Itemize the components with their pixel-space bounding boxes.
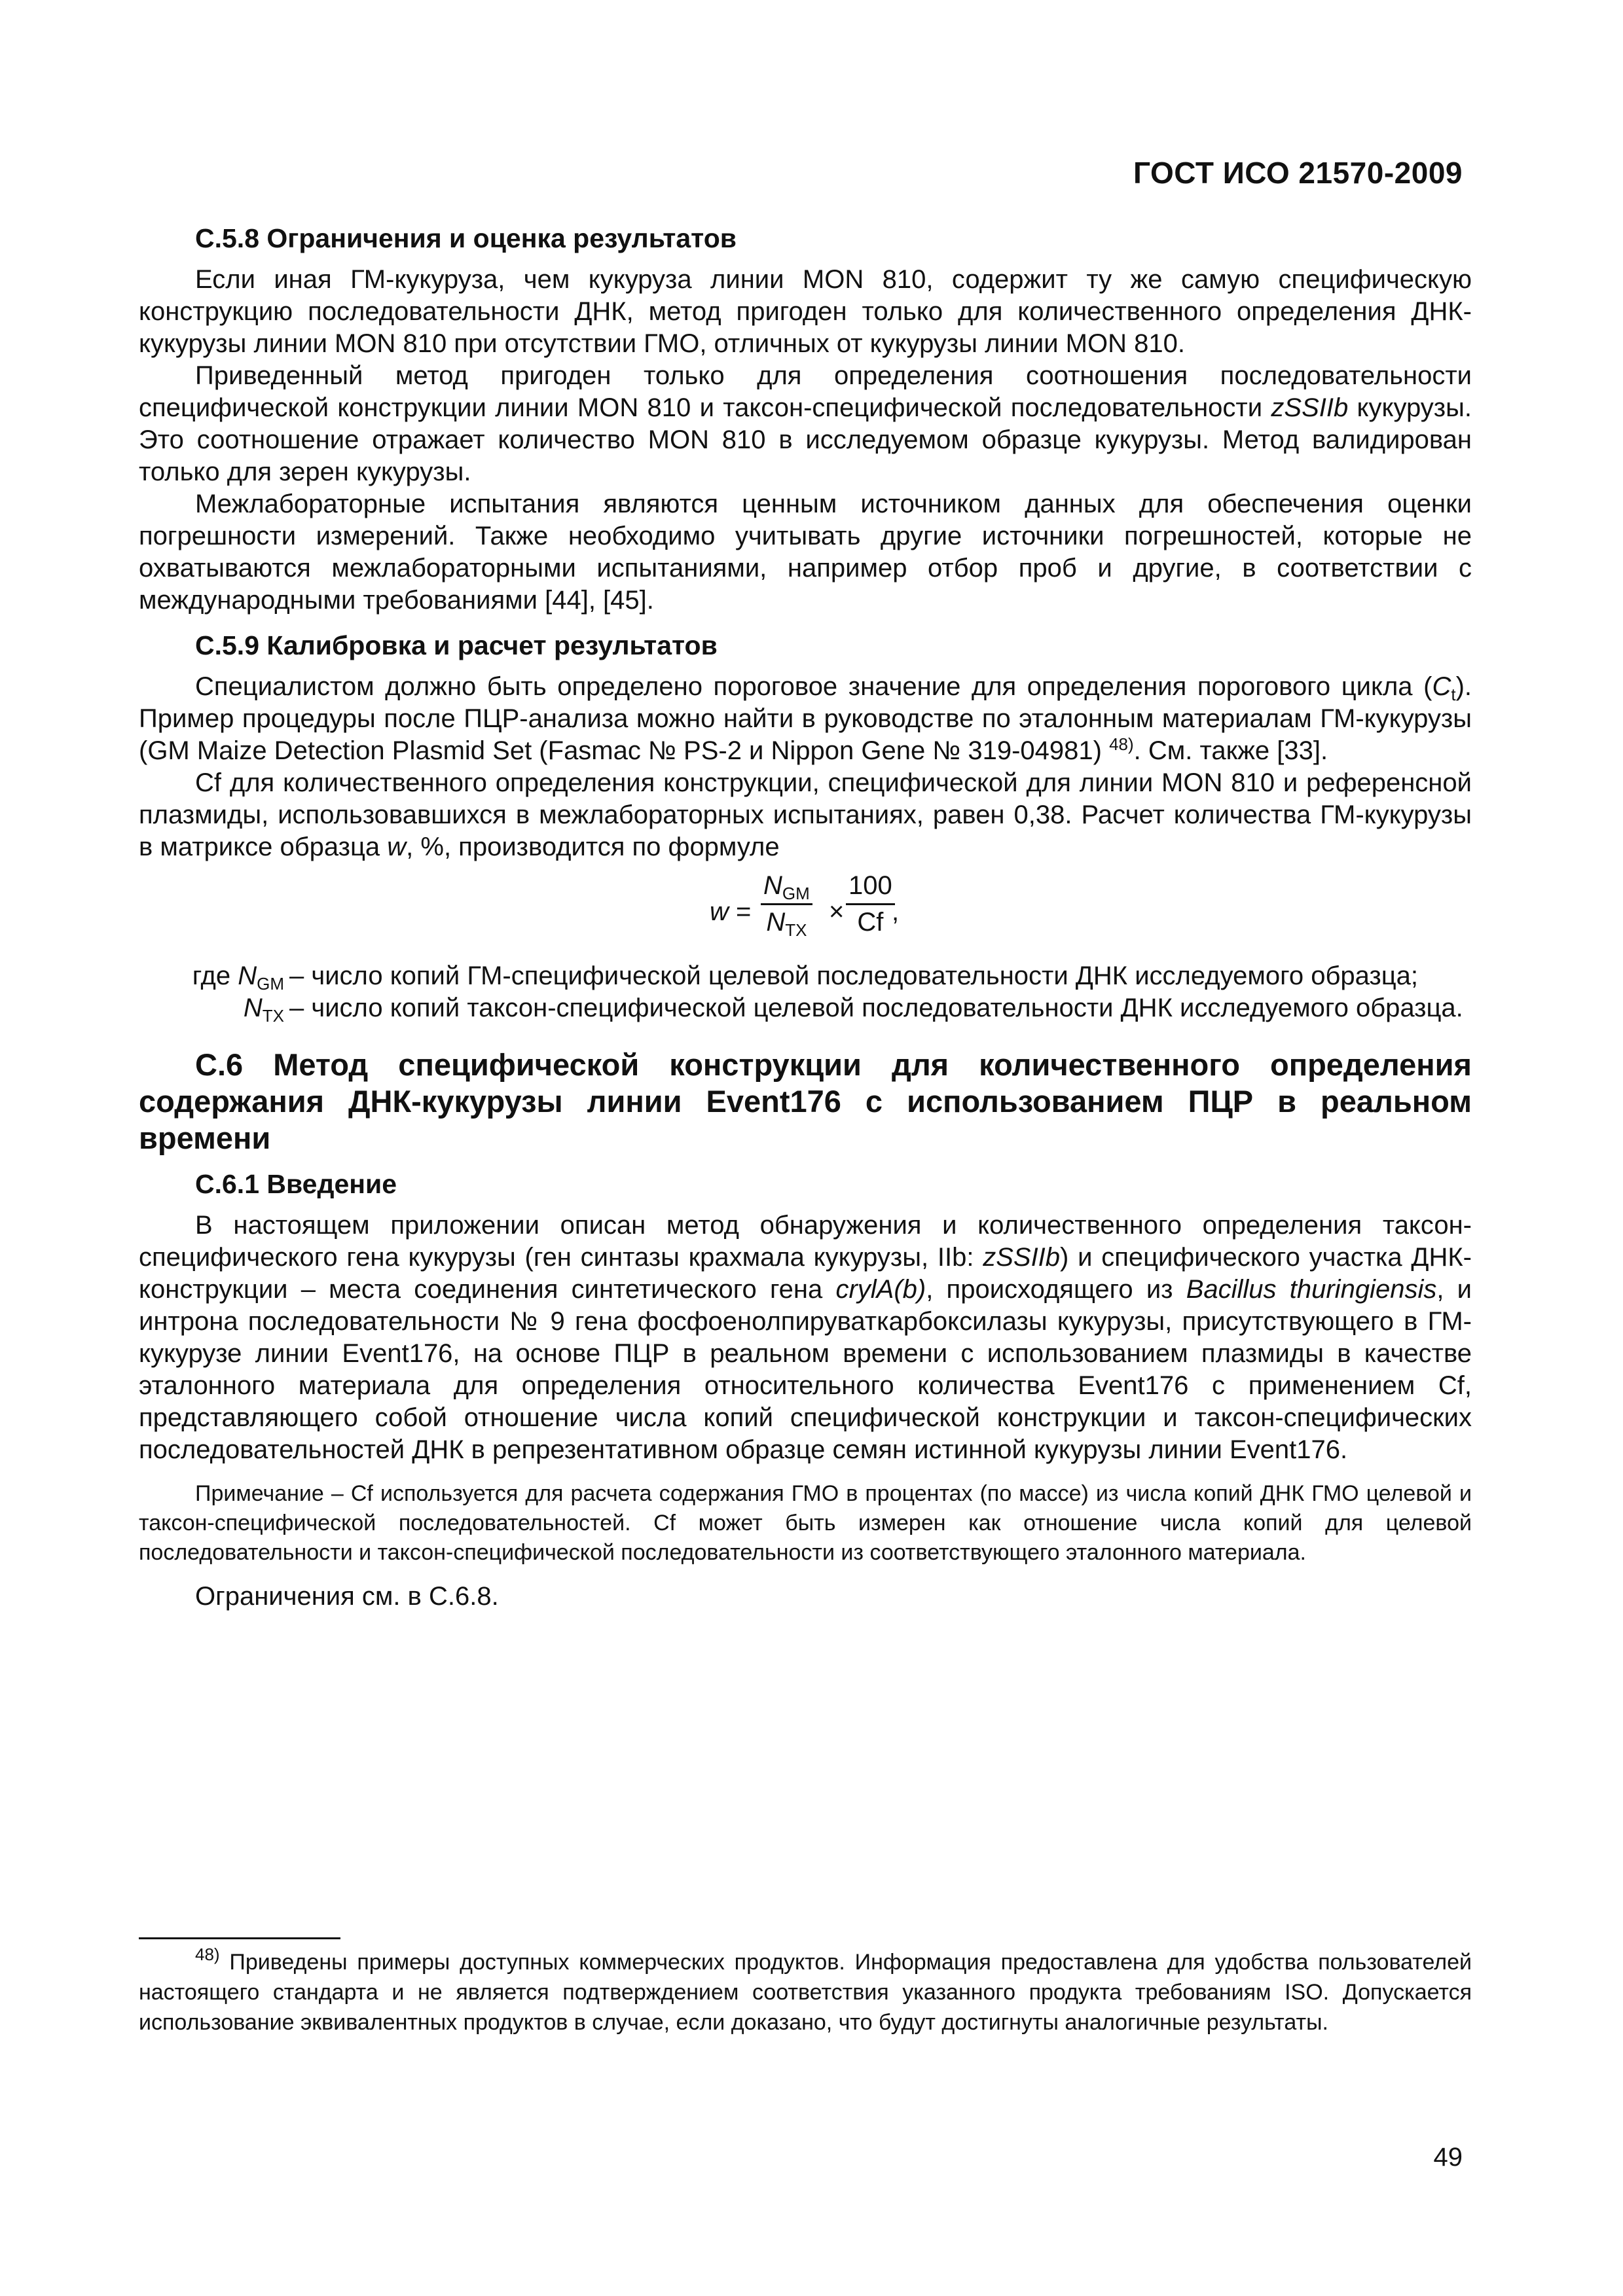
paragraph: В настоящем приложении описан метод обнаружения и количественного определения таксон-специфического гена кукурузы (ген синтазы крахмала кукурузы, IIb: zSSIIb) и специфического участка ДНК-конструкции – места соединения синтетического гена crylA(b), происходящего из Bacillus thuringiensis, и интрона последовательности № 9 гена фосфоенолпируваткарбоксилазы кукурузы, присутствующего в ГМ-кукурузе линии Event176, на основе ПЦР в реальном времени с использованием плазмиды в качестве эталонного материала для определения относительного количества Event176 с применением Cf, представляющего собой отношение числа копий специфической конструкции и таксон-специфических последовательностей ДНК в репрезентативном образце семян истинной кукурузы линии Event176.: [139, 1211, 1472, 1464]
paragraph: Приведенный метод пригоден только для определения соотношения последовательности специфической конструкции линии MON 810 и таксон-специфической последовательности zSSIIb кукурузы. Это соотношение отражает количество MON 810 в исследуемом образце кукурузы. Метод валидирован только для зерен кукурузы.: [139, 361, 1472, 486]
paragraph: Если иная ГМ-кукуруза, чем кукуруза линии MON 810, содержит ту же самую специфическую конструкцию последовательности ДНК, метод пригоден только для количественного определения ДНК-кукурузы линии MON 810 при отсутствии ГМО, отличных от кукурузы линии MON 810.: [139, 265, 1472, 358]
paragraph: Ограничения см. в С.6.8.: [195, 1582, 499, 1611]
heading-c6: С.6 Метод специфической конструкции для количественного определения содержания ДНК-кукурузы линии Event176 с использованием ПЦР в реальном времени: [139, 1047, 1472, 1155]
footnote-separator: [139, 1937, 340, 1939]
document-body: [139, 223, 1472, 1613]
footnote: $^{48)}$ Приведены примеры доступных коммерческих продуктов. Информация предоставлена для удобства пользователей настоящего стандарта и не является подтверждением соответствия указанного продукта требованиям ISO. Допускается использование эквивалентных продуктов в случае, если доказано, что будут достигнуты аналогичные результаты.: [139, 1945, 1472, 2035]
formula-equals: =: [736, 897, 752, 926]
paragraph: Cf для количественного определения конструкции, специфической для линии MON 810 и референсной плазмиды, использовавшихся в межлабораторных испытаниях, равен 0,38. Расчет количества ГМ-кукурузы в матриксе образца w, %, производится по формуле: [139, 768, 1472, 861]
note: Примечание – Cf используется для расчета содержания ГМО в процентах (по массе) из числа копий ДНК ГМО целевой и таксон-специфической последовательностей. Cf может быть измерен как отношение числа копий для целевой последовательности и таксон-специфической последовательности из соответствующего эталонного материала.: [139, 1481, 1472, 1565]
heading-c58: С.5.8 Ограничения и оценка результатов: [195, 223, 737, 253]
formula-lhs: w: [710, 897, 729, 926]
formula-comma: ,: [892, 897, 900, 926]
formula-legend: где $N_{GM}$ – число копий ГМ-специфической целевой последовательности ДНК исследуемого образца; $N_{TX}$ – число копий таксон-специфической целевой последовательности ДНК исследуемого образца.: [192, 961, 1463, 1026]
heading-c61: С.6.1 Введение: [195, 1169, 397, 1199]
page-number: 49: [1433, 2143, 1463, 2172]
fraction-100-cf: $\frac{100}{Cf}$: [846, 870, 895, 939]
formula-times: ×: [829, 897, 845, 926]
heading-c59: С.5.9 Калибровка и расчет результатов: [195, 630, 718, 660]
document-header: ГОСТ ИСО 21570-2009: [1133, 156, 1463, 190]
fraction-ngm-ntx: $N_{GM}$ $N_{TX}$: [761, 870, 812, 939]
paragraph: Специалистом должно быть определено пороговое значение для определения порогового цикла $(C_t)$. Пример процедуры после ПЦР-анализа можно найти в руководстве по эталонным материалам ГМ-кукурузы (GM Maize Detection Plasmid Set (Fasmac № PS-2 и Nippon Gene № 319-04981) $^{48)}$. См. также [33].: [139, 672, 1472, 765]
footnote-reference: 48): [1109, 734, 1134, 754]
formula: [139, 870, 1472, 948]
paragraph: Межлабораторные испытания являются ценным источником данных для обеспечения оценки погрешности измерений. Также необходимо учитывать другие источники погрешностей, которые не охватываются межлабораторными испытаниями, например отбор проб и другие, в соответствии с международными требованиями [44], [45].: [139, 490, 1472, 615]
